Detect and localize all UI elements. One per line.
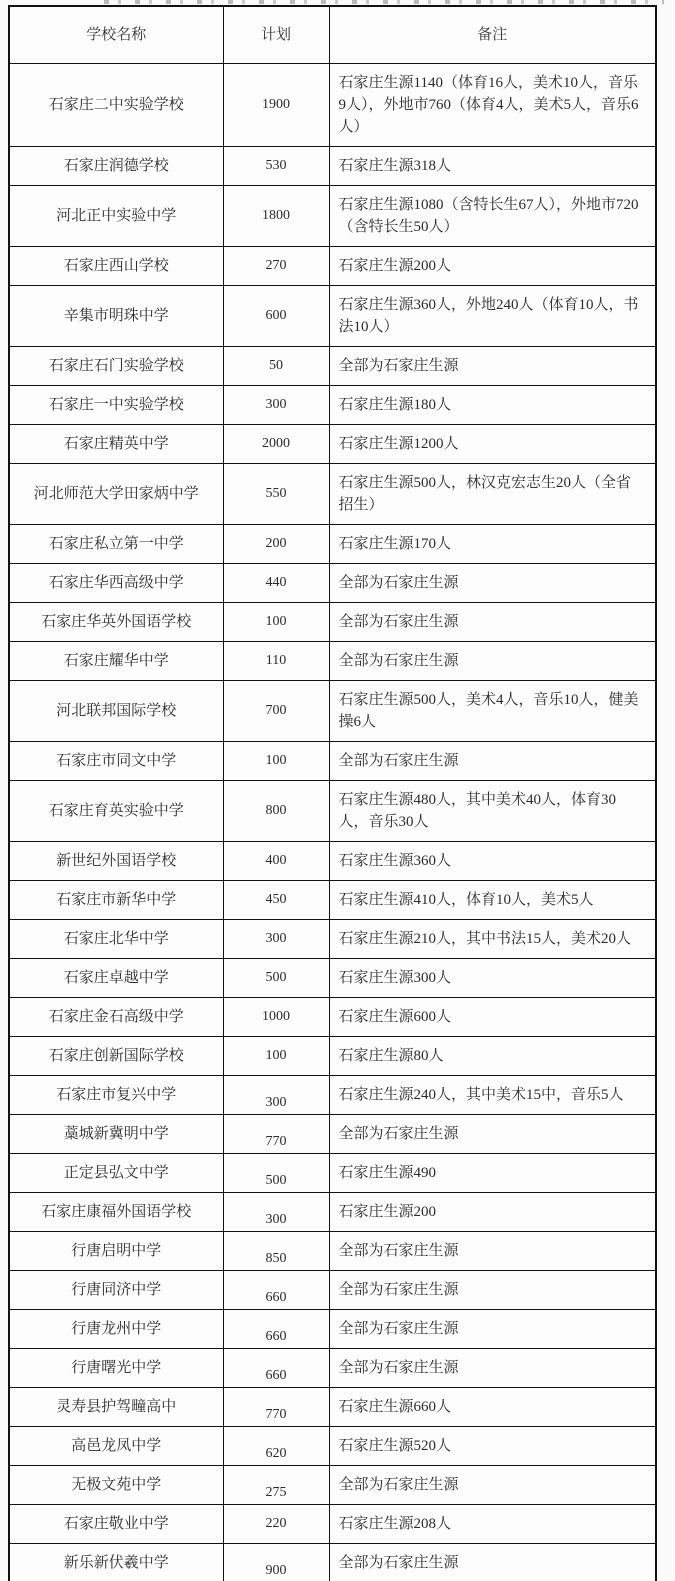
plan-cell [223,881,329,920]
school-name: 辛集市明珠中学 [63,308,169,324]
plan-cell [223,1232,329,1271]
table-row [9,920,656,959]
remark-text: 石家庄生源490 [338,1165,437,1181]
remark-text: 石家庄生源80人 [338,1048,444,1064]
school-name: 石家庄康福外国语学校 [41,1204,192,1220]
remark-text: 石家庄生源500人，林汉克宏志生20人（全省招生） [338,475,632,513]
plan-cell [223,781,329,842]
plan-cell [223,1427,329,1466]
plan-value: 900 [265,1563,287,1578]
plan-value: 770 [265,1407,287,1422]
remark-text: 石家庄生源318人 [338,158,452,174]
remark-text: 石家庄生源500人，美术4人，音乐10人，健美操6人 [338,692,639,730]
plan-cell [223,920,329,959]
plan-cell [223,1076,329,1115]
plan-cell [223,1037,329,1076]
school-name-cell [9,464,223,525]
remark-cell [329,642,656,681]
school-name: 行唐启明中学 [71,1243,162,1259]
plan-value: 220 [265,1516,287,1531]
school-name-cell [9,1115,223,1154]
plan-cell [223,681,329,742]
remark-cell [329,64,656,147]
remark-cell [329,1232,656,1271]
remark-cell [329,347,656,386]
plan-value: 660 [265,1368,287,1383]
remark-cell [329,742,656,781]
school-name: 行唐曙光中学 [71,1360,162,1376]
school-name-cell [9,1232,223,1271]
remark-text: 石家庄生源180人 [338,397,452,413]
school-name-cell [9,1076,223,1115]
school-name: 行唐同济中学 [71,1282,162,1298]
remark-cell [329,286,656,347]
plan-value: 800 [265,803,287,818]
school-name-cell [9,920,223,959]
plan-value: 850 [265,1251,287,1266]
school-name-cell [9,247,223,286]
remark-text: 全部为石家庄生源 [338,1282,459,1298]
school-name: 无极文苑中学 [71,1477,162,1493]
school-name: 河北师范大学田家炳中学 [33,486,199,502]
remark-cell [329,842,656,881]
plan-cell [223,1388,329,1427]
column-header-remark: 备注 [329,6,656,64]
remark-text: 全部为石家庄生源 [338,358,459,374]
school-name: 石家庄精英中学 [63,436,169,452]
plan-value: 400 [265,853,287,868]
remark-cell [329,1349,656,1388]
table-row [9,742,656,781]
remark-cell [329,998,656,1037]
plan-cell [223,1466,329,1505]
school-name-cell [9,347,223,386]
plan-value: 500 [265,970,287,985]
school-name-cell [9,1037,223,1076]
school-name-cell [9,525,223,564]
plan-cell [223,1310,329,1349]
table-row [9,186,656,247]
remark-text: 全部为石家庄生源 [338,1360,459,1376]
remark-cell [329,386,656,425]
school-name: 灵寿县护驾疃高中 [56,1399,177,1415]
school-name: 石家庄市复兴中学 [56,1087,177,1103]
table-row [9,1076,656,1115]
table-row [9,1115,656,1154]
school-name: 河北正中实验中学 [56,208,177,224]
plan-cell [223,564,329,603]
plan-value: 275 [265,1485,287,1500]
plan-cell [223,1271,329,1310]
school-name: 石家庄育英实验中学 [48,803,184,819]
remark-text: 全部为石家庄生源 [338,1555,459,1571]
remark-text: 石家庄生源200人 [338,258,452,274]
plan-value: 100 [265,1048,287,1063]
remark-cell [329,1271,656,1310]
remark-text: 石家庄生源360人 [338,853,452,869]
remark-text: 石家庄生源660人 [338,1399,452,1415]
plan-cell [223,998,329,1037]
school-name-cell [9,1505,223,1544]
school-name: 石家庄私立第一中学 [48,536,184,552]
plan-cell [223,1193,329,1232]
school-name: 石家庄耀华中学 [63,653,169,669]
school-name: 石家庄北华中学 [63,931,169,947]
plan-value: 300 [265,931,287,946]
table-row [9,386,656,425]
remark-cell [329,1388,656,1427]
school-name-cell [9,286,223,347]
remark-text: 全部为石家庄生源 [338,575,459,591]
remark-cell [329,1154,656,1193]
plan-value: 110 [265,653,287,668]
remark-text: 石家庄生源520人 [338,1438,452,1454]
remark-text: 石家庄生源1200人 [338,436,459,452]
school-name: 行唐龙州中学 [71,1321,162,1337]
school-name-cell [9,64,223,147]
school-name: 河北联邦国际学校 [56,703,177,719]
table-row [9,1232,656,1271]
plan-value: 1800 [262,208,290,223]
table-row [9,959,656,998]
school-enrollment-plan-table [8,5,657,1581]
school-name-cell [9,386,223,425]
column-header-plan: 计划 [223,6,329,64]
table-row [9,1193,656,1232]
plan-value: 2000 [262,436,290,451]
school-name: 石家庄金石高级中学 [48,1009,184,1025]
remark-text: 石家庄生源200 [338,1204,437,1220]
school-name-cell [9,881,223,920]
remark-text: 石家庄生源240人，其中美术15中，音乐5人 [338,1087,624,1103]
remark-cell [329,1466,656,1505]
plan-cell [223,386,329,425]
school-name-cell [9,998,223,1037]
plan-cell [223,1115,329,1154]
plan-value: 700 [265,703,287,718]
table-row [9,781,656,842]
plan-cell [223,286,329,347]
table-row [9,603,656,642]
school-name: 石家庄二中实验学校 [48,97,184,113]
remark-cell [329,1310,656,1349]
plan-cell [223,425,329,464]
remark-text: 石家庄生源210人，其中书法15人，美术20人 [338,931,632,947]
remark-text: 全部为石家庄生源 [338,653,459,669]
table-row [9,464,656,525]
table-row [9,564,656,603]
school-name-cell [9,681,223,742]
remark-text: 全部为石家庄生源 [338,614,459,630]
remark-cell [329,564,656,603]
table-row [9,881,656,920]
school-name: 藁城新冀明中学 [63,1126,169,1142]
remark-text: 石家庄生源1140（体育16人，美术10人，音乐9人），外地市760（体育4人，美术5人，音乐6人） [338,75,639,135]
plan-value: 300 [265,1212,287,1227]
table-row [9,1388,656,1427]
plan-cell [223,525,329,564]
plan-value: 1900 [262,97,290,112]
remark-cell [329,425,656,464]
school-name: 高邑龙凤中学 [71,1438,162,1454]
plan-value: 660 [265,1290,287,1305]
plan-cell [223,842,329,881]
table-row [9,1505,656,1544]
remark-cell [329,781,656,842]
school-name-cell [9,1388,223,1427]
remark-text: 石家庄生源480人，其中美术40人，体育30人，音乐30人 [338,792,617,830]
table-row [9,998,656,1037]
remark-text: 全部为石家庄生源 [338,1477,459,1493]
school-name-cell [9,959,223,998]
remark-text: 石家庄生源410人，体育10人，美术5人 [338,892,594,908]
remark-cell [329,1037,656,1076]
school-name-cell [9,1310,223,1349]
plan-cell [223,1154,329,1193]
school-name-cell [9,842,223,881]
plan-cell [223,1349,329,1388]
plan-value: 660 [265,1329,287,1344]
school-name: 石家庄市新华中学 [56,892,177,908]
remark-cell [329,1115,656,1154]
school-name: 石家庄敬业中学 [63,1516,169,1532]
plan-value: 270 [265,258,287,273]
school-name-cell [9,1427,223,1466]
school-name-cell [9,186,223,247]
remark-cell [329,959,656,998]
plan-cell [223,147,329,186]
remark-text: 石家庄生源1080（含特长生67人），外地市720（含特长生50人） [338,197,639,235]
table-row [9,1544,656,1581]
plan-cell [223,186,329,247]
plan-value: 100 [265,753,287,768]
plan-cell [223,64,329,147]
remark-cell [329,681,656,742]
plan-value: 500 [265,1173,287,1188]
remark-cell [329,603,656,642]
school-name: 石家庄一中实验学校 [48,397,184,413]
school-name: 新世纪外国语学校 [56,853,177,869]
remark-cell [329,1193,656,1232]
plan-value: 1000 [262,1009,290,1024]
plan-value: 200 [265,536,287,551]
remark-text: 石家庄生源208人 [338,1516,452,1532]
school-name-cell [9,1193,223,1232]
plan-cell [223,959,329,998]
remark-cell [329,881,656,920]
remark-text: 全部为石家庄生源 [338,1321,459,1337]
plan-value: 600 [265,308,287,323]
plan-value: 450 [265,892,287,907]
table-row [9,425,656,464]
remark-cell [329,186,656,247]
remark-cell [329,1505,656,1544]
school-name: 石家庄西山学校 [63,258,169,274]
remark-text: 石家庄生源600人 [338,1009,452,1025]
table-row [9,147,656,186]
plan-cell [223,1505,329,1544]
school-name-cell [9,1544,223,1581]
plan-value: 50 [269,358,283,373]
school-name-cell [9,1154,223,1193]
school-name-cell [9,425,223,464]
school-name-cell [9,147,223,186]
table-row [9,64,656,147]
remark-text: 石家庄生源360人，外地240人（体育10人，书法10人） [338,297,639,335]
table-row [9,286,656,347]
school-name-cell [9,1271,223,1310]
plan-cell [223,464,329,525]
plan-cell [223,247,329,286]
clipped-title-remnant [104,0,664,4]
remark-cell [329,920,656,959]
remark-text: 石家庄生源170人 [338,536,452,552]
table-row [9,525,656,564]
table-header-row [9,6,656,64]
plan-cell [223,742,329,781]
remark-text: 全部为石家庄生源 [338,1126,459,1142]
remark-cell [329,247,656,286]
school-name-cell [9,603,223,642]
table-row [9,642,656,681]
table-row [9,1427,656,1466]
plan-cell [223,642,329,681]
remark-cell [329,1076,656,1115]
plan-value: 550 [265,486,287,501]
plan-value: 300 [265,397,287,412]
remark-text: 全部为石家庄生源 [338,1243,459,1259]
remark-text: 全部为石家庄生源 [338,753,459,769]
school-name-cell [9,1466,223,1505]
school-name-cell [9,742,223,781]
school-name: 石家庄卓越中学 [63,970,169,986]
table-row [9,347,656,386]
plan-value: 100 [265,614,287,629]
school-name: 石家庄创新国际学校 [48,1048,184,1064]
table-row [9,1154,656,1193]
remark-cell [329,1544,656,1581]
remark-cell [329,147,656,186]
table-row [9,1037,656,1076]
school-name: 石家庄石门实验学校 [48,358,184,374]
table-row [9,1271,656,1310]
plan-value: 300 [265,1095,287,1110]
plan-value: 440 [265,575,287,590]
remark-cell [329,1427,656,1466]
remark-cell [329,525,656,564]
school-name-cell [9,781,223,842]
remark-text: 石家庄生源300人 [338,970,452,986]
school-name: 石家庄润德学校 [63,158,169,174]
school-name: 正定县弘文中学 [63,1165,169,1181]
plan-value: 530 [265,158,287,173]
table-row [9,1310,656,1349]
school-name-cell [9,642,223,681]
plan-cell [223,1544,329,1581]
plan-value: 620 [265,1446,287,1461]
school-name-cell [9,1349,223,1388]
table-row [9,1349,656,1388]
plan-cell [223,603,329,642]
column-header-school-name: 学校名称 [9,6,223,64]
school-name: 石家庄华英外国语学校 [41,614,192,630]
plan-cell [223,347,329,386]
plan-value: 770 [265,1134,287,1149]
table-body [9,64,656,1581]
school-name: 石家庄市同文中学 [56,753,177,769]
school-name: 新乐新伏羲中学 [63,1555,169,1571]
school-name-cell [9,564,223,603]
school-name: 石家庄华西高级中学 [48,575,184,591]
table-row [9,842,656,881]
table-row [9,681,656,742]
remark-cell [329,464,656,525]
table-row [9,1466,656,1505]
table-row [9,247,656,286]
